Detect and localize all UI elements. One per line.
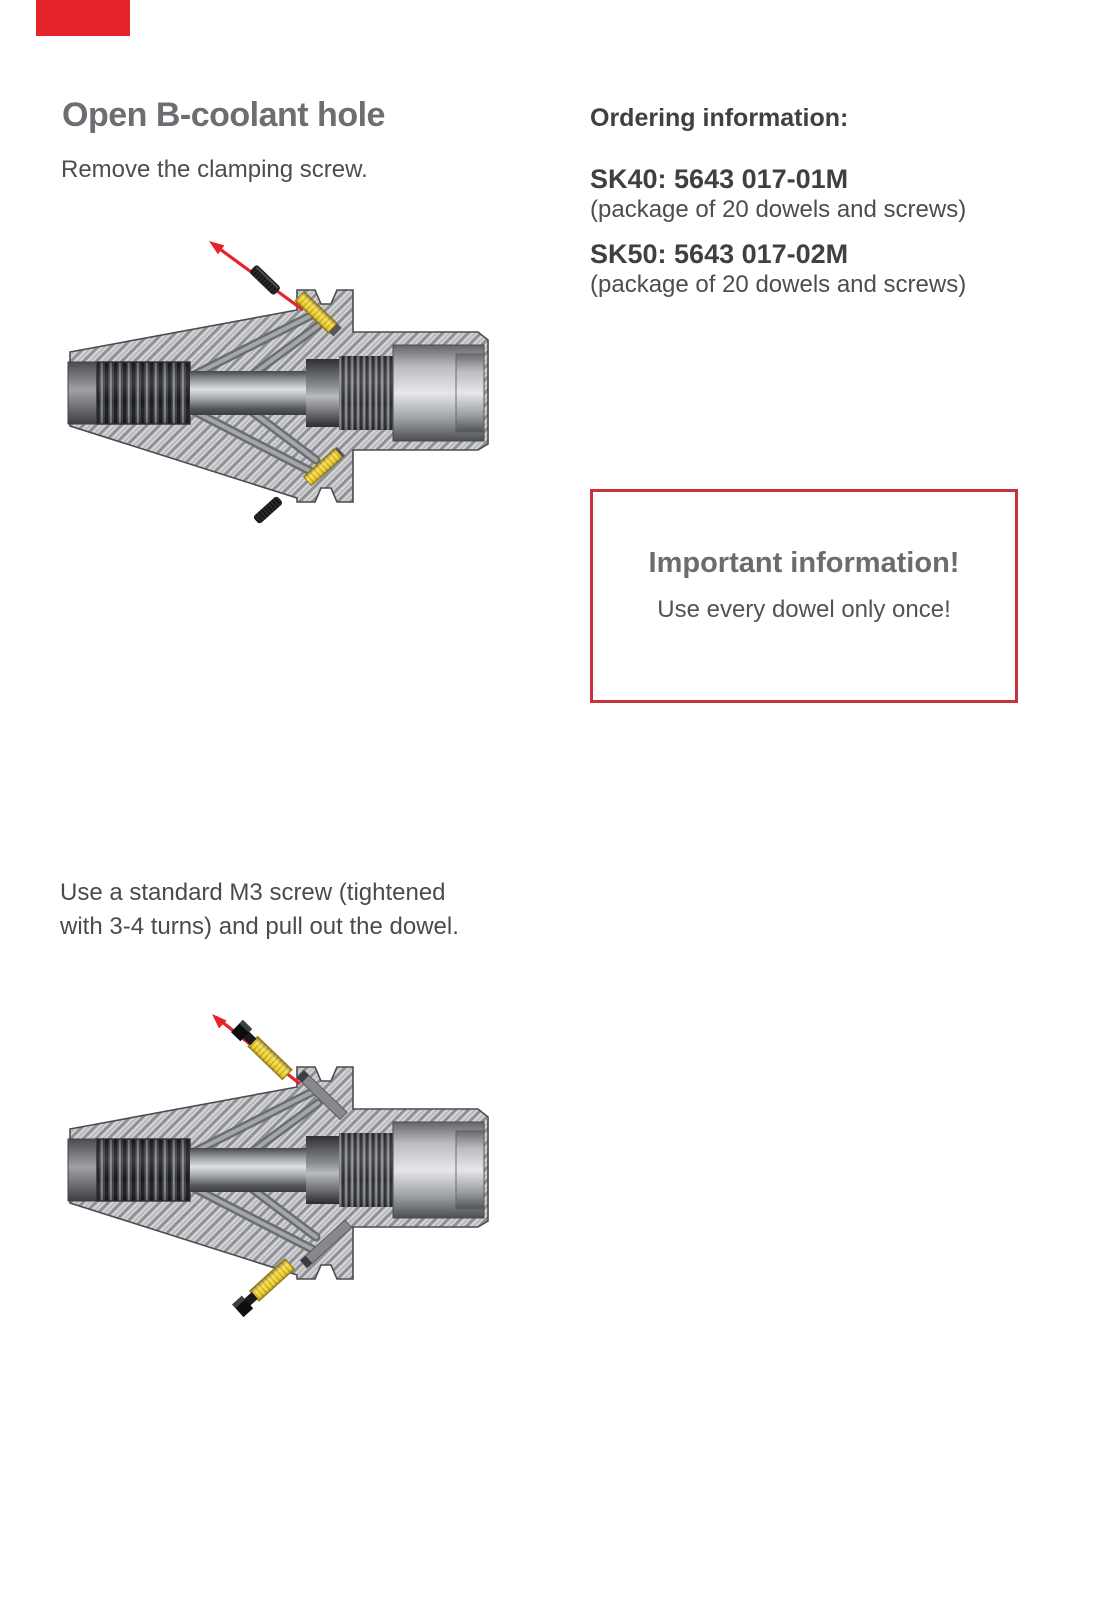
important-body: Use every dowel only once!	[657, 596, 951, 623]
red-corner-tab	[36, 0, 130, 36]
important-information-box	[590, 489, 1018, 703]
ordering-code-sk40: SK40: 5643 017-01M	[590, 164, 849, 194]
step2-instruction-line2: with 3-4 turns) and pull out the dowel.	[60, 913, 459, 940]
pull-direction-arrowhead	[212, 1014, 227, 1028]
step2-instruction-line1: Use a standard M3 screw (tightened	[60, 879, 446, 906]
tool-holder-body	[68, 290, 488, 502]
ordering-note-sk50: (package of 20 dowels and screws)	[590, 271, 967, 298]
bottom-clamping-screw	[253, 496, 283, 525]
clamping-screw	[249, 264, 281, 296]
step2-instruction	[60, 876, 560, 944]
step1-instruction: Remove the clamping screw.	[61, 156, 368, 183]
important-title: Important information!	[648, 547, 960, 579]
ordering-note-sk40: (package of 20 dowels and screws)	[590, 196, 967, 223]
m3-screw-with-dowel	[231, 1020, 293, 1081]
bottom-m3-screw-with-dowel	[232, 1258, 295, 1317]
ordering-information	[590, 104, 1050, 313]
tool-holder-illustration-step2	[60, 960, 500, 1320]
page-title: Open B-coolant hole	[62, 96, 385, 134]
tool-holder-illustration-step1	[60, 230, 500, 530]
ordering-code-sk50: SK50: 5643 017-02M	[590, 239, 849, 269]
ordering-heading: Ordering information:	[590, 104, 849, 132]
tool-holder-body	[68, 1067, 488, 1279]
